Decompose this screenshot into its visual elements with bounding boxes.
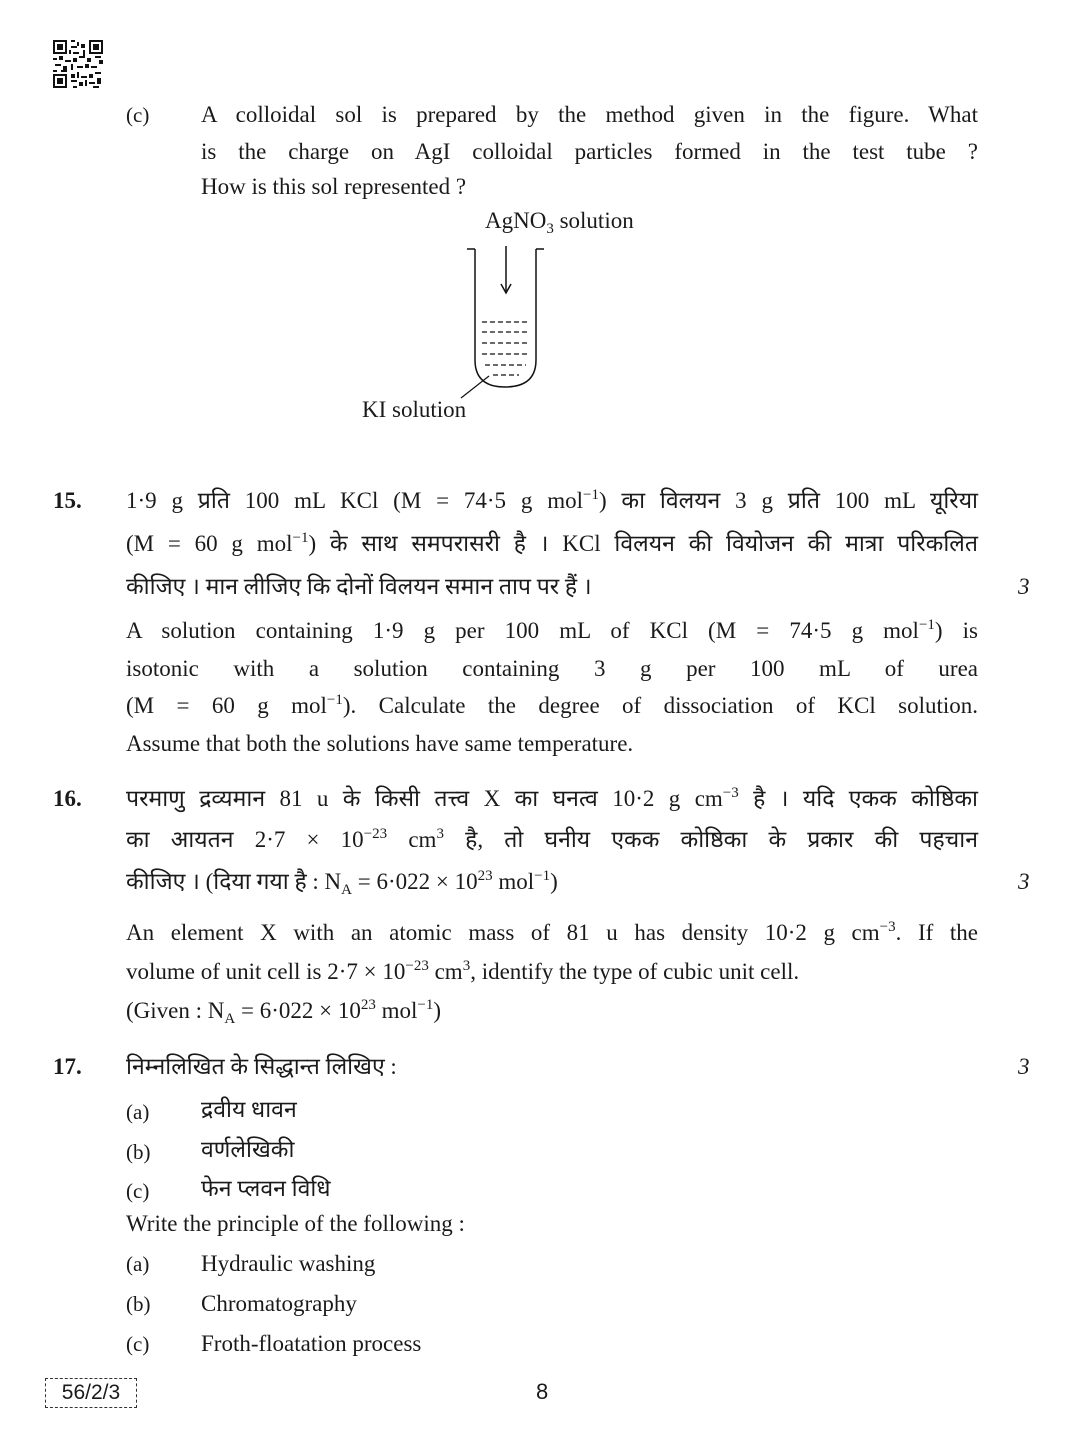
- marks: 3: [1018, 574, 1030, 599]
- paper-code: 56/2/3: [45, 1378, 137, 1408]
- q16-hindi-line-3: कीजिए । (दिया गया है : $N_A = 6\cdot 022 \times 10^{23}$ mol$^{-1}$): [126, 868, 558, 898]
- q17-english-item-b: Chromatography: [201, 1291, 357, 1316]
- q17-english-item-a: Hydraulic washing: [201, 1251, 376, 1276]
- sub-label: (c): [126, 1179, 150, 1203]
- q14c-line-1: A colloidal sol is prepared by the method given in the figure. What: [201, 102, 978, 127]
- page-number: 8: [536, 1379, 549, 1404]
- marks: 3: [1018, 1054, 1030, 1079]
- q17-hindi-item-a: द्रवीय धावन: [201, 1097, 297, 1122]
- sub-label: (c): [126, 1332, 150, 1356]
- question-number: 16.: [53, 786, 82, 811]
- q17-hindi-item-b: वर्णलेखिकी: [201, 1137, 295, 1162]
- figure-top-label: AgNO$_3$ solution: [485, 208, 634, 237]
- question-number: 17.: [53, 1054, 82, 1079]
- q14c-line-2: is the charge on AgI colloidal particles formed in the test tube ?: [201, 139, 978, 164]
- q15-english-line-4: Assume that both the solutions have same temperature.: [126, 731, 634, 756]
- question-number: 15.: [53, 488, 82, 513]
- test-tube-diagram: [455, 240, 555, 400]
- sub-label: (b): [126, 1140, 151, 1164]
- q16-english-line-1: An element X with an atomic mass of 81 u has density 10·2 g $cm^{-3}$. If the: [126, 919, 978, 945]
- q15-english-line-3: (M = 60 g mol$^{-1}$). Calculate the degree of dissociation of KCl solution.: [126, 692, 978, 718]
- sub-label: (b): [126, 1292, 151, 1316]
- q15-hindi-line-2: (M = 60 g mol$^{-1}$) के साथ समपरासरी है । KCl विलयन की वियोजन की मात्रा परिकलित: [126, 530, 978, 556]
- qr-code: [53, 40, 103, 88]
- q15-english-line-2: isotonic with a solution containing 3 g per 100 mL of urea: [126, 656, 978, 681]
- q15-hindi-line-1: 1·9 g प्रति 100 mL KCl (M = 74·5 g mol$^{-1}$) का विलयन 3 g प्रति 100 mL यूरिया: [126, 487, 978, 513]
- q17-english-item-c: Froth-floatation process: [201, 1331, 422, 1356]
- q16-english-line-3: (Given : $N_A = 6\cdot 022 \times 10^{23}$ mol$^{-1}$): [126, 997, 441, 1027]
- q16-hindi-line-2: का आयतन $2\cdot 7 \times 10^{-23}$ $cm^3$ है, तो घनीय एकक कोष्ठिका के प्रकार की पहचान: [126, 826, 978, 852]
- q15-english-line-1: A solution containing 1·9 g per 100 mL of KCl (M = 74·5 g mol$^{-1}$) is: [126, 617, 978, 643]
- q17-hindi-stem: निम्नलिखित के सिद्धान्त लिखिए :: [126, 1054, 397, 1079]
- marks: 3: [1018, 869, 1030, 894]
- q16-hindi-line-1: परमाणु द्रव्यमान 81 u के किसी तत्त्व X का घनत्व 10·2 g $cm^{-3}$ है । यदि एकक कोष्ठिका: [126, 785, 978, 811]
- sub-label: (a): [126, 1252, 150, 1276]
- q14c-line-3: How is this sol represented ?: [201, 174, 467, 199]
- q15-hindi-line-3: कीजिए । मान लीजिए कि दोनों विलयन समान ताप पर हैं ।: [126, 574, 592, 599]
- figure-bottom-label: KI solution: [362, 397, 467, 422]
- q16-english-line-2: volume of unit cell is $2\cdot 7 \times 10^{-23}$ $cm^3$, identify the type of cubic unit cell.: [126, 958, 800, 984]
- q17-hindi-item-c: फेन प्लवन विधि: [201, 1176, 331, 1201]
- sub-label: (a): [126, 1100, 150, 1124]
- q17-english-stem: Write the principle of the following :: [126, 1211, 465, 1236]
- sub-label: (c): [126, 103, 150, 127]
